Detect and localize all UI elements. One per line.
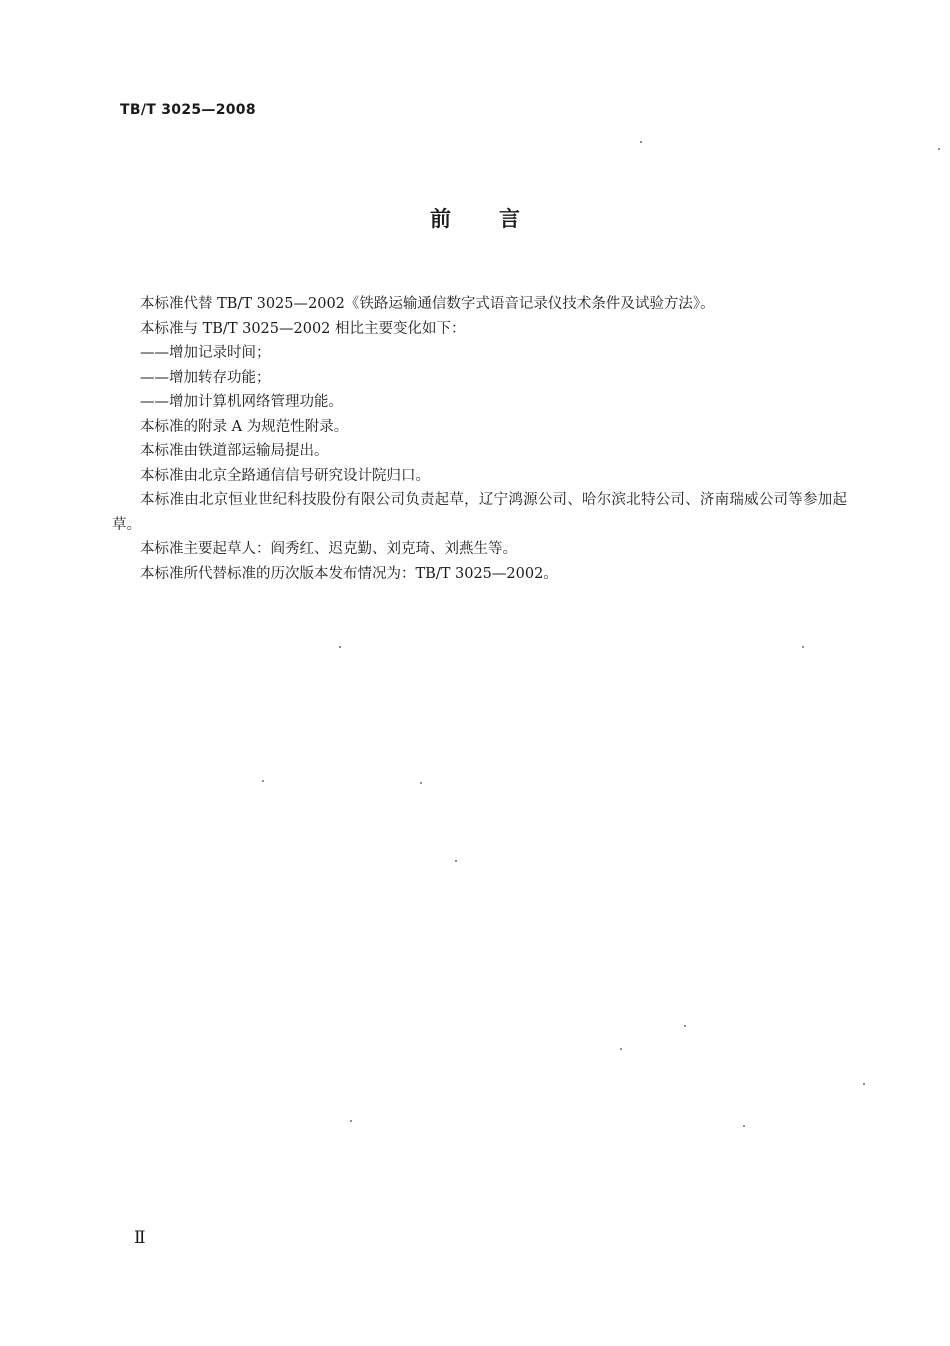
scan-speck	[743, 1125, 745, 1127]
paragraph-appendix: 本标准的附录 A 为规范性附录。	[140, 418, 349, 435]
paragraph-version-history: 本标准所代替标准的历次版本发布情况为：TB/T 3025—2002。	[140, 565, 558, 582]
scan-speck	[938, 148, 940, 150]
paragraph-proposer: 本标准由铁道部运输局提出。	[140, 443, 329, 459]
scan-speck	[620, 1048, 622, 1050]
scan-speck	[640, 141, 642, 143]
section-title: 前言	[430, 207, 568, 231]
page-number: Ⅱ	[134, 1228, 146, 1248]
paragraph-drafting-units: 本标准由北京恒业世纪科技股份有限公司负责起草，辽宁鸿源公司、哈尔滨北特公司、济南瑞威公司等参加起草。	[112, 492, 847, 533]
change-item-recording-time: ——增加记录时间；	[140, 345, 271, 361]
scan-speck	[350, 1120, 352, 1122]
scan-speck	[455, 860, 457, 862]
change-item-network-management: ——增加计算机网络管理功能。	[140, 394, 343, 410]
scan-speck	[339, 646, 341, 648]
paragraph-changes-intro: 本标准与 TB/T 3025—2002 相比主要变化如下：	[140, 320, 466, 337]
scan-speck	[262, 780, 264, 782]
paragraph-replacement: 本标准代替 TB/T 3025—2002《铁路运输通信数字式语音记录仪技术条件及试验方法》。	[140, 296, 715, 312]
scan-speck	[802, 646, 804, 648]
scan-speck	[420, 782, 422, 784]
document-header-code: TB/T 3025—2008	[120, 102, 256, 118]
foreword-body	[112, 292, 847, 586]
scan-speck	[684, 1025, 686, 1027]
scan-speck	[863, 1083, 865, 1085]
paragraph-drafters: 本标准主要起草人：阎秀红、迟克勤、刘克琦、刘燕生等。	[140, 541, 517, 557]
change-item-transfer-function: ——增加转存功能；	[140, 369, 271, 386]
paragraph-administrator: 本标准由北京全路通信信号研究设计院归口。	[140, 467, 430, 484]
